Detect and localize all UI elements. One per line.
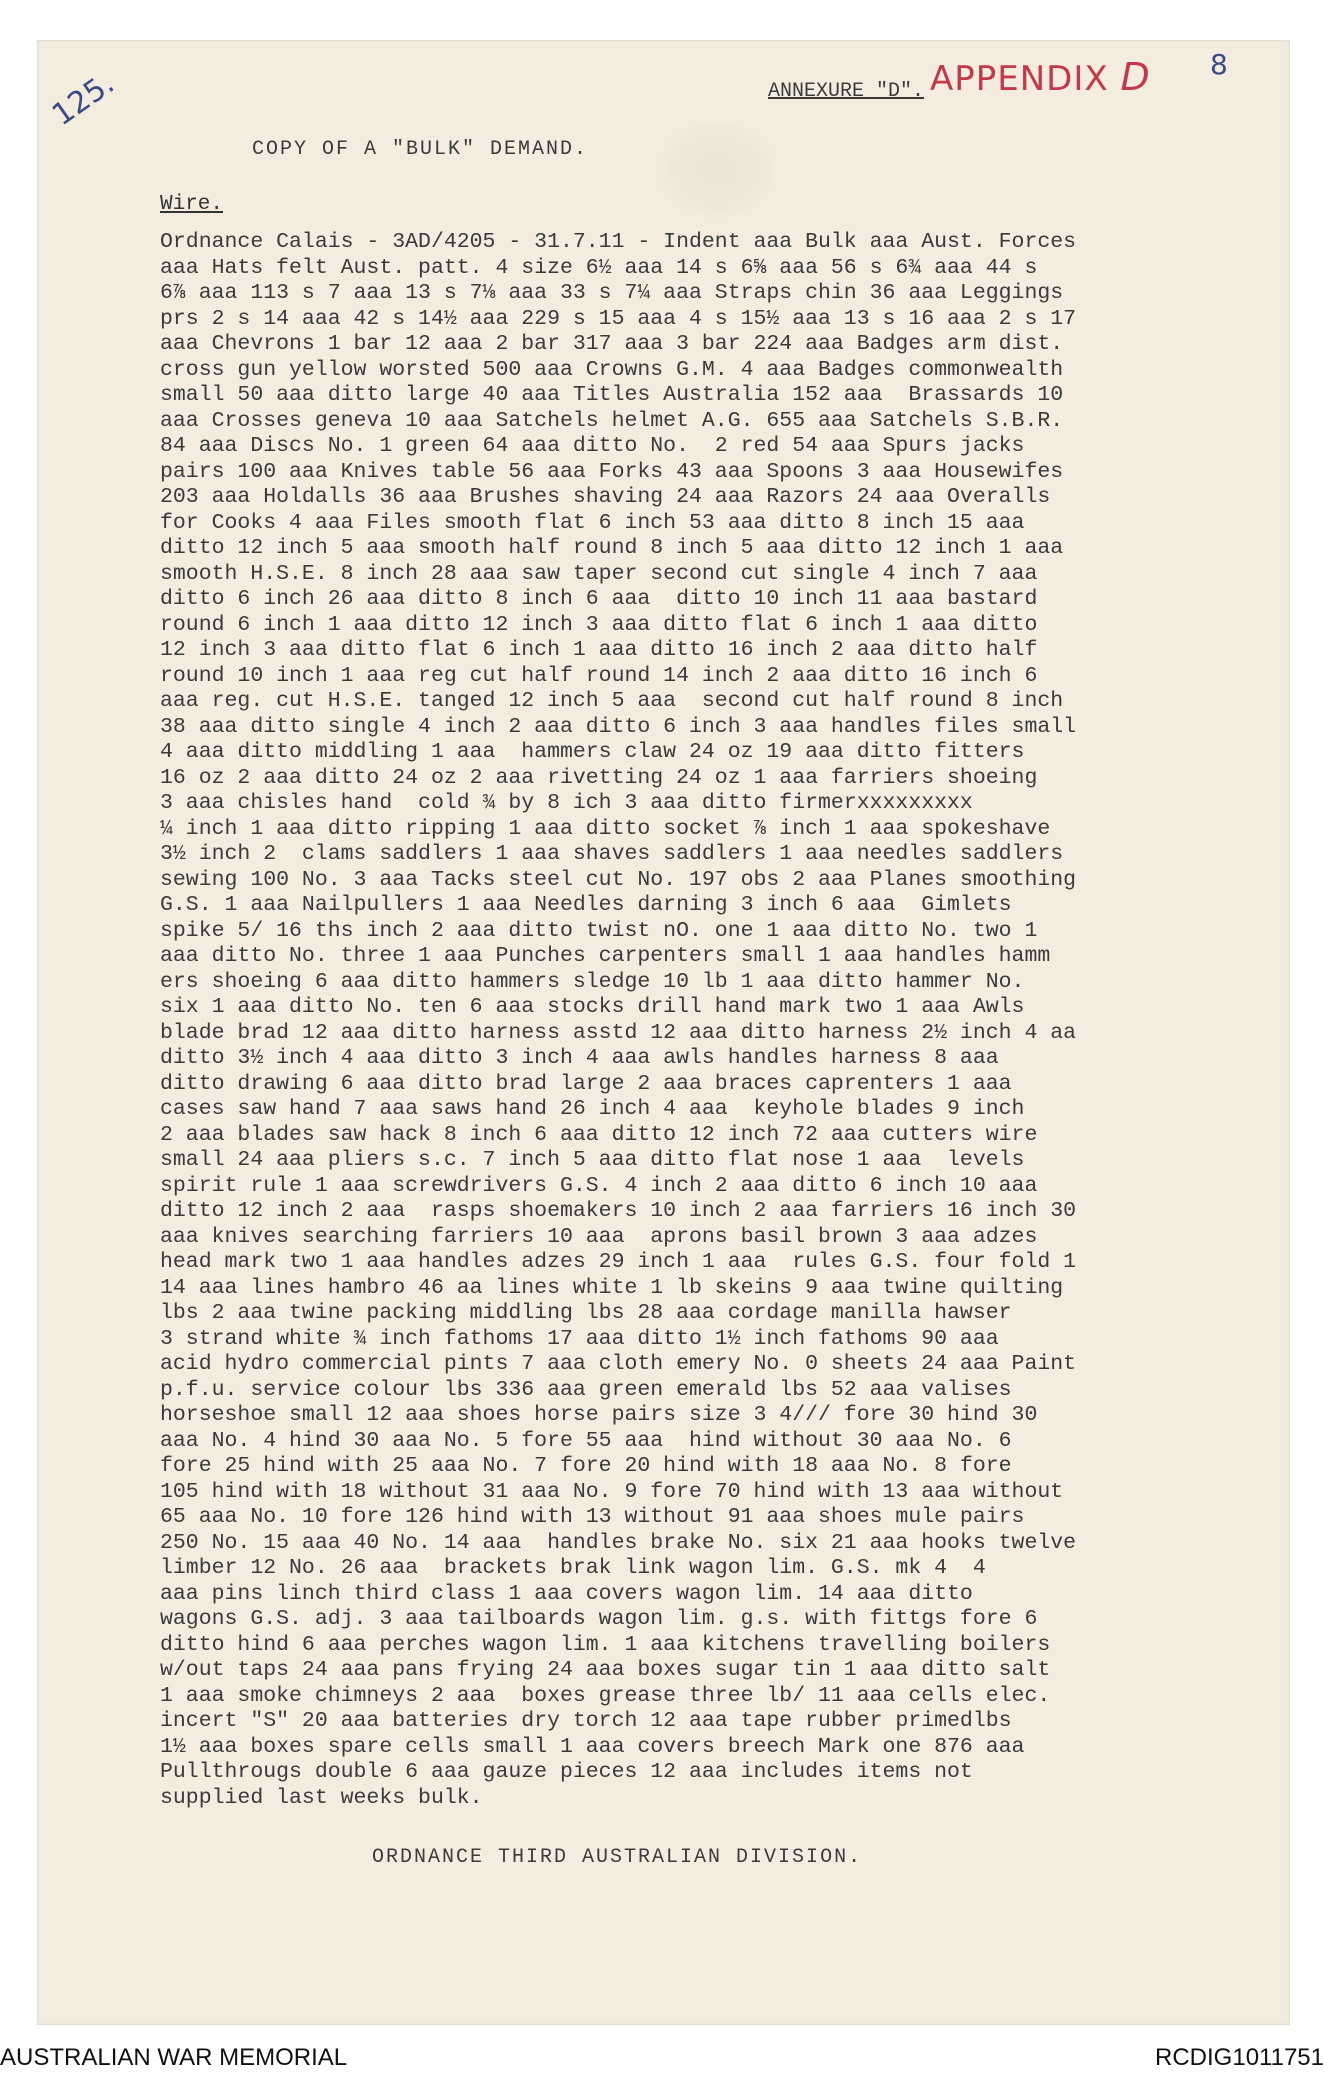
body-line: blade brad 12 aaa ditto harness asstd 12 aaa ditto harness 2½ inch 4 aa [160,1020,1077,1045]
body-line: 1½ aaa boxes spare cells small 1 aaa covers breech Mark one 876 aaa [160,1734,1025,1759]
body-line: aaa knives searching farriers 10 aaa aprons basil brown 3 aaa adzes [160,1224,1038,1249]
body-line: 84 aaa Discs No. 1 green 64 aaa ditto No. 2 red 54 aaa Spurs jacks [160,434,1025,458]
body-line: ers shoeing 6 aaa ditto hammers sledge 10 lb 1 aaa ditto hammer No. [160,969,1025,994]
body-line: G.S. 1 aaa Nailpullers 1 aaa Needles darning 3 inch 6 aaa Gimlets [160,893,1012,917]
body-line: ditto 6 inch 26 aaa ditto 8 inch 6 aaa ditto 10 inch 11 aaa bastard [160,587,1038,611]
appendix-letter: D [1120,55,1151,99]
body-line: small 50 aaa ditto large 40 aaa Titles Australia 152 aaa Brassards 10 [160,383,1064,407]
body-line: round 10 inch 1 aaa reg cut half round 14 inch 2 aaa ditto 16 inch 6 [160,663,1038,688]
body-line: horseshoe small 12 aaa shoes horse pairs size 3 4/// fore 30 hind 30 [160,1403,1038,1427]
body-line: 16 oz 2 aaa ditto 24 oz 2 aaa rivetting 24 oz 1 aaa farriers shoeing [160,765,1038,790]
appendix-label: APPENDIX [930,59,1109,99]
body-line: cases saw hand 7 aaa saws hand 26 inch 4 aaa keyhole blades 9 inch [160,1097,1025,1121]
body-line: prs 2 s 14 aaa 42 s 14½ aaa 229 s 15 aaa 4 s 15½ aaa 13 s 16 aaa 2 s 17 [160,306,1077,331]
body-line: ditto 12 inch 2 aaa rasps shoemakers 10 inch 2 aaa farriers 16 inch 30 [160,1199,1077,1223]
body-line: aaa pins linch third class 1 aaa covers wagon lim. 14 aaa ditto [160,1581,973,1606]
body-line: small 24 aaa pliers s.c. 7 inch 5 aaa ditto flat nose 1 aaa levels [160,1148,1025,1172]
body-line: 6⅞ aaa 113 s 7 aaa 13 s 7⅛ aaa 33 s 7¼ aaa Straps chin 36 aaa Leggings [160,281,1064,305]
body-line: 3 strand white ¾ inch fathoms 17 aaa ditto 1½ inch fathoms 90 aaa [160,1326,999,1351]
body-line: aaa Hats felt Aust. patt. 4 size 6½ aaa 14 s 6⅝ aaa 56 s 6¾ aaa 44 s [160,255,1038,280]
body-line: 2 aaa blades saw hack 8 inch 6 aaa ditto 12 inch 72 aaa cutters wire [160,1122,1038,1147]
body-line: spike 5/ 16 ths inch 2 aaa ditto twist nO. one 1 aaa ditto No. two 1 [160,918,1038,943]
body-line: smooth H.S.E. 8 inch 28 aaa saw taper second cut single 4 inch 7 aaa [160,561,1038,586]
body-line: fore 25 hind with 25 aaa No. 7 fore 20 hind with 18 aaa No. 8 fore [160,1454,1012,1478]
body-line: head mark two 1 aaa handles adzes 29 inch 1 aaa rules G.S. four fold 1 [160,1250,1077,1274]
body-line: aaa reg. cut H.S.E. tanged 12 inch 5 aaa second cut half round 8 inch [160,689,1064,713]
footer-institution: AUSTRALIAN WAR MEMORIAL [0,2044,348,2071]
signature-line: ORDNANCE THIRD AUSTRALIAN DIVISION. [372,1846,863,1869]
body-line: 3½ inch 2 clams saddlers 1 aaa shaves saddlers 1 aaa needles saddlers [160,842,1064,866]
body-line: 203 aaa Holdalls 36 aaa Brushes shaving 24 aaa Razors 24 aaa Overalls [160,485,1051,509]
appendix-annotation [930,55,1151,99]
body-line: limber 12 No. 26 aaa brackets brak link wagon lim. G.S. mk 4 4 [160,1556,986,1580]
body-line: aaa ditto No. three 1 aaa Punches carpenters small 1 aaa handles hamm [160,944,1051,968]
body-line: 3 aaa chisles hand cold ¾ by 8 ich 3 aaa ditto firmerxxxxxxxxx [160,791,973,815]
body-line: wagons G.S. adj. 3 aaa tailboards wagon lim. g.s. with fittgs fore 6 [160,1607,1038,1631]
body-line: 105 hind with 18 without 31 aaa No. 9 fore 70 hind with 13 aaa without [160,1479,1064,1504]
body-line: supplied last weeks bulk. [160,1785,483,1810]
embossed-seal-icon [657,120,777,220]
body-line: 14 aaa lines hambro 46 aa lines white 1 lb skeins 9 aaa twine quilting [160,1275,1064,1300]
body-line: p.f.u. service colour lbs 336 aaa green emerald lbs 52 aaa valises [160,1377,1012,1402]
footer-record-id: RCDIG1011751 [1155,2044,1324,2071]
body-line: sewing 100 No. 3 aaa Tacks steel cut No. 197 obs 2 aaa Planes smoothing [160,867,1077,892]
body-line: aaa Crosses geneva 10 aaa Satchels helmet A.G. 655 aaa Satchels S.B.R. [160,408,1064,433]
demand-body-text [160,230,1250,1811]
body-line: lbs 2 aaa twine packing middling lbs 28 aaa cordage manilla hawser [160,1301,1012,1325]
body-line: 12 inch 3 aaa ditto flat 6 inch 1 aaa ditto 16 inch 2 aaa ditto half [160,638,1038,662]
body-line: 4 aaa ditto middling 1 aaa hammers claw 24 oz 19 aaa ditto fitters [160,740,1025,764]
body-line: ditto hind 6 aaa perches wagon lim. 1 aaa kitchens travelling boilers [160,1632,1051,1657]
document-title: COPY OF A "BULK" DEMAND. [252,138,589,161]
body-line: for Cooks 4 aaa Files smooth flat 6 inch 53 aaa ditto 8 inch 15 aaa [160,510,1025,535]
body-line: ditto 12 inch 5 aaa smooth half round 8 inch 5 aaa ditto 12 inch 1 aaa [160,536,1064,560]
body-line: Pullthrougs double 6 aaa gauze pieces 12 aaa includes items not [160,1760,973,1784]
body-line: six 1 aaa ditto No. ten 6 aaa stocks drill hand mark two 1 aaa Awls [160,995,1025,1019]
body-line: 65 aaa No. 10 fore 126 hind with 13 without 91 aaa shoes mule pairs [160,1505,1025,1529]
body-line: ¼ inch 1 aaa ditto ripping 1 aaa ditto socket ⅞ inch 1 aaa spokeshave [160,816,1051,841]
body-line: Ordnance Calais - 3AD/4205 - 31.7.11 - Indent aaa Bulk aaa Aust. Forces [160,230,1077,254]
body-line: 250 No. 15 aaa 40 No. 14 aaa handles brake No. six 21 aaa hooks twelve [160,1530,1077,1555]
folio-number: 125. [46,66,121,133]
body-line: pairs 100 aaa Knives table 56 aaa Forks 43 aaa Spoons 3 aaa Housewifes [160,459,1064,484]
body-line: aaa Chevrons 1 bar 12 aaa 2 bar 317 aaa 3 bar 224 aaa Badges arm dist. [160,332,1064,356]
body-line: cross gun yellow worsted 500 aaa Crowns G.M. 4 aaa Badges commonwealth [160,357,1064,382]
section-heading: Wire. [160,193,224,216]
body-line: ditto 3½ inch 4 aaa ditto 3 inch 4 aaa awls handles harness 8 aaa [160,1046,999,1070]
page-number: 8 [1210,48,1228,81]
body-line: ditto drawing 6 aaa ditto brad large 2 aaa braces caprenters 1 aaa [160,1071,1012,1096]
body-line: 1 aaa smoke chimneys 2 aaa boxes grease three lb/ 11 aaa cells elec. [160,1683,1051,1708]
body-line: w/out taps 24 aaa pans frying 24 aaa boxes sugar tin 1 aaa ditto salt [160,1658,1051,1682]
body-line: aaa No. 4 hind 30 aaa No. 5 fore 55 aaa hind without 30 aaa No. 6 [160,1428,1012,1453]
body-line: round 6 inch 1 aaa ditto 12 inch 3 aaa ditto flat 6 inch 1 aaa ditto [160,612,1038,637]
annexure-heading: ANNEXURE "D". [768,80,925,103]
body-line: 38 aaa ditto single 4 inch 2 aaa ditto 6 inch 3 aaa handles files small [160,714,1077,739]
body-line: incert "S" 20 aaa batteries dry torch 12 aaa tape rubber primedlbs [160,1709,1012,1733]
body-line: acid hydro commercial pints 7 aaa cloth emery No. 0 sheets 24 aaa Paint [160,1352,1077,1376]
body-line: spirit rule 1 aaa screwdrivers G.S. 4 inch 2 aaa ditto 6 inch 10 aaa [160,1173,1038,1198]
